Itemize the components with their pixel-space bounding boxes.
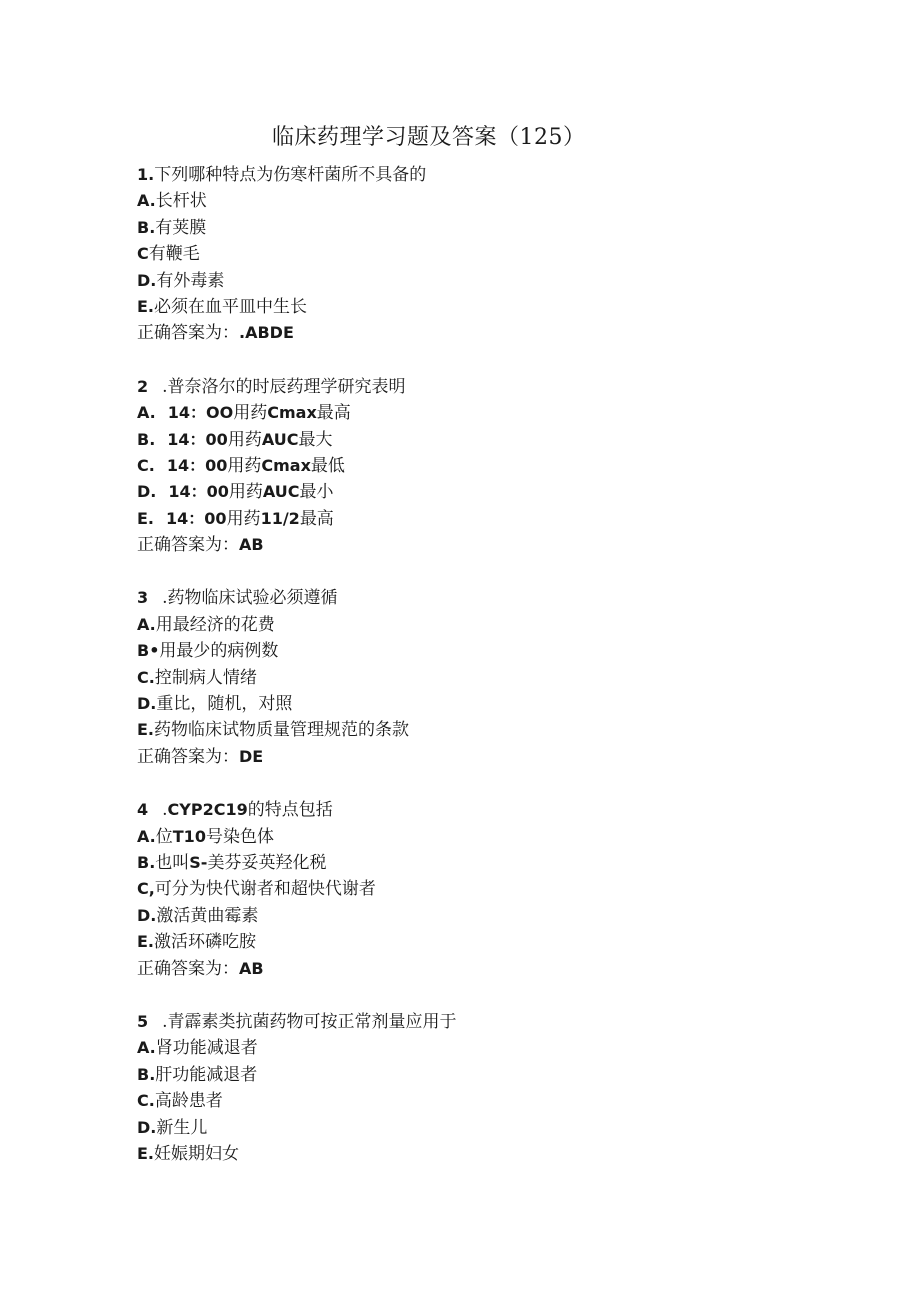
question-3 (137, 585, 837, 770)
question-number: 4 (137, 800, 149, 820)
option-b (137, 427, 837, 453)
option-label: E. (137, 508, 155, 528)
option-text: 肾功能减退者 (155, 1038, 258, 1059)
option-time: 14：00 (168, 482, 229, 502)
option-label: A. (137, 614, 156, 634)
option-text: 必须在血平皿中生长 (154, 296, 308, 317)
question-number: 2 (137, 376, 149, 396)
option-code: T10 (172, 826, 206, 846)
option-label: B. (137, 852, 156, 872)
option-text: 可分为快代谢者和超快代谢者 (154, 879, 376, 900)
question-stem (137, 1009, 837, 1035)
option-text: 用药 (227, 455, 262, 476)
option-e (137, 506, 837, 532)
option-text: 有鞭毛 (148, 244, 200, 265)
option-label: C, (137, 879, 155, 899)
option-label: B. (137, 1064, 156, 1084)
option-time: 14：00 (167, 429, 228, 449)
option-text: 肝功能减退者 (155, 1064, 258, 1085)
option-label: C. (137, 1091, 155, 1111)
option-c (137, 876, 837, 902)
answer-line (137, 532, 837, 558)
question-5 (137, 1009, 837, 1167)
option-time: 14：OO (167, 403, 234, 423)
option-text: 有外毒素 (156, 270, 225, 291)
option-param: 11/2 (260, 508, 300, 528)
question-number: 5 (137, 1011, 149, 1031)
option-b (137, 638, 837, 664)
option-label: D. (137, 905, 157, 925)
option-label: D. (137, 270, 157, 290)
question-4 (137, 797, 837, 982)
option-label: B. (137, 217, 156, 237)
question-number-dot: . (162, 588, 168, 609)
question-stem (137, 585, 837, 611)
option-d (137, 479, 837, 505)
option-text: 号染色体 (205, 826, 274, 847)
answer-prefix: 正确答案为： (137, 958, 239, 979)
option-label: A. (137, 1038, 156, 1058)
question-number-dot: . (162, 376, 168, 397)
option-text: 位 (155, 826, 173, 847)
option-e (137, 1141, 837, 1167)
option-d (137, 691, 837, 717)
option-text: 有荚膜 (155, 217, 207, 238)
option-param: Cmax (261, 455, 311, 475)
option-label: A. (137, 403, 156, 423)
answer-value: .ABDE (239, 323, 294, 343)
option-text: 用药 (233, 403, 268, 424)
option-e (137, 294, 837, 320)
question-number-dot: . (162, 800, 168, 821)
option-text: 最高 (316, 403, 351, 424)
option-text: 用最经济的花费 (155, 614, 275, 635)
option-d (137, 268, 837, 294)
question-text: 下列哪种特点为伤寒杆菌所不具备的 (154, 165, 427, 185)
question-1 (137, 162, 837, 347)
option-a (137, 824, 837, 850)
option-text: 美芬妥英羟化税 (207, 852, 327, 873)
answer-value: AB (239, 535, 264, 555)
option-text: 激活黄曲霉素 (156, 905, 259, 926)
answer-prefix: 正确答案为： (137, 746, 239, 767)
answer-line (137, 320, 837, 346)
option-label: D. (137, 1117, 157, 1137)
option-label: C. (137, 455, 155, 475)
question-number-dot: . (162, 1011, 168, 1032)
answer-value: DE (239, 746, 264, 766)
option-text: 用药 (226, 508, 261, 529)
option-c (137, 241, 837, 267)
option-text: 最低 (310, 455, 345, 476)
option-d (137, 903, 837, 929)
option-a (137, 400, 837, 426)
option-text: 高龄患者 (154, 1091, 223, 1112)
option-text: 重比，随机，对照 (156, 694, 293, 715)
option-label: A. (137, 826, 156, 846)
option-text: 用药 (227, 429, 262, 450)
option-param: AUC (262, 482, 300, 502)
option-param: Cmax (267, 403, 317, 423)
option-time: 14：00 (166, 508, 227, 528)
question-stem (137, 162, 837, 188)
option-label: B. (137, 429, 156, 449)
option-text: 新生儿 (156, 1117, 208, 1138)
option-a (137, 188, 837, 214)
option-text: 控制病人情绪 (154, 667, 257, 688)
option-time: 14：00 (166, 455, 228, 475)
option-text: 长杆状 (155, 191, 207, 212)
option-a (137, 1035, 837, 1061)
option-text: 最小 (299, 482, 334, 503)
answer-line (137, 744, 837, 770)
question-stem (137, 374, 837, 400)
option-code: S- (189, 852, 208, 872)
option-text: 用最少的病例数 (159, 641, 279, 662)
option-label: E. (137, 1143, 155, 1163)
option-label: E. (137, 296, 155, 316)
question-number: 1. (137, 165, 155, 184)
option-b (137, 1062, 837, 1088)
option-label: C (137, 244, 149, 264)
answer-line (137, 956, 837, 982)
option-b (137, 850, 837, 876)
option-label: B• (137, 641, 160, 661)
question-text: 普奈洛尔的时辰药理学研究表明 (167, 376, 406, 397)
option-c (137, 665, 837, 691)
question-text: 药物临床试验必须遵循 (167, 588, 338, 609)
option-e (137, 929, 837, 955)
option-text: 最大 (298, 429, 333, 450)
option-text: 也叫 (155, 852, 190, 873)
option-b (137, 215, 837, 241)
question-2 (137, 374, 837, 559)
option-e (137, 717, 837, 743)
option-text: 妊娠期妇女 (154, 1143, 240, 1164)
page-title: 临床药理学习题及答案（125） (272, 125, 586, 150)
question-text: 的特点包括 (247, 800, 333, 821)
question-stem (137, 797, 837, 823)
option-label: E. (137, 932, 155, 952)
question-number: 3 (137, 588, 149, 608)
answer-prefix: 正确答案为： (137, 323, 239, 344)
question-text: 青霹素类抗菌药物可按正常剂量应用于 (167, 1011, 457, 1032)
option-c (137, 1088, 837, 1114)
option-a (137, 612, 837, 638)
option-d (137, 1115, 837, 1141)
option-text: 激活环磷吃胺 (154, 932, 257, 953)
answer-prefix: 正确答案为： (137, 535, 239, 556)
question-list (137, 162, 837, 1194)
question-gene: CYP2C19 (167, 800, 248, 820)
option-text: 最高 (299, 508, 334, 529)
option-label: E. (137, 720, 155, 740)
option-label: C. (137, 667, 155, 687)
option-text: 药物临床试物质量管理规范的条款 (154, 720, 410, 741)
answer-value: AB (239, 958, 264, 978)
option-label: A. (137, 191, 156, 211)
option-c (137, 453, 837, 479)
option-label: D. (137, 694, 157, 714)
option-param: AUC (261, 429, 299, 449)
option-label: D. (137, 482, 157, 502)
option-text: 用药 (228, 482, 263, 503)
